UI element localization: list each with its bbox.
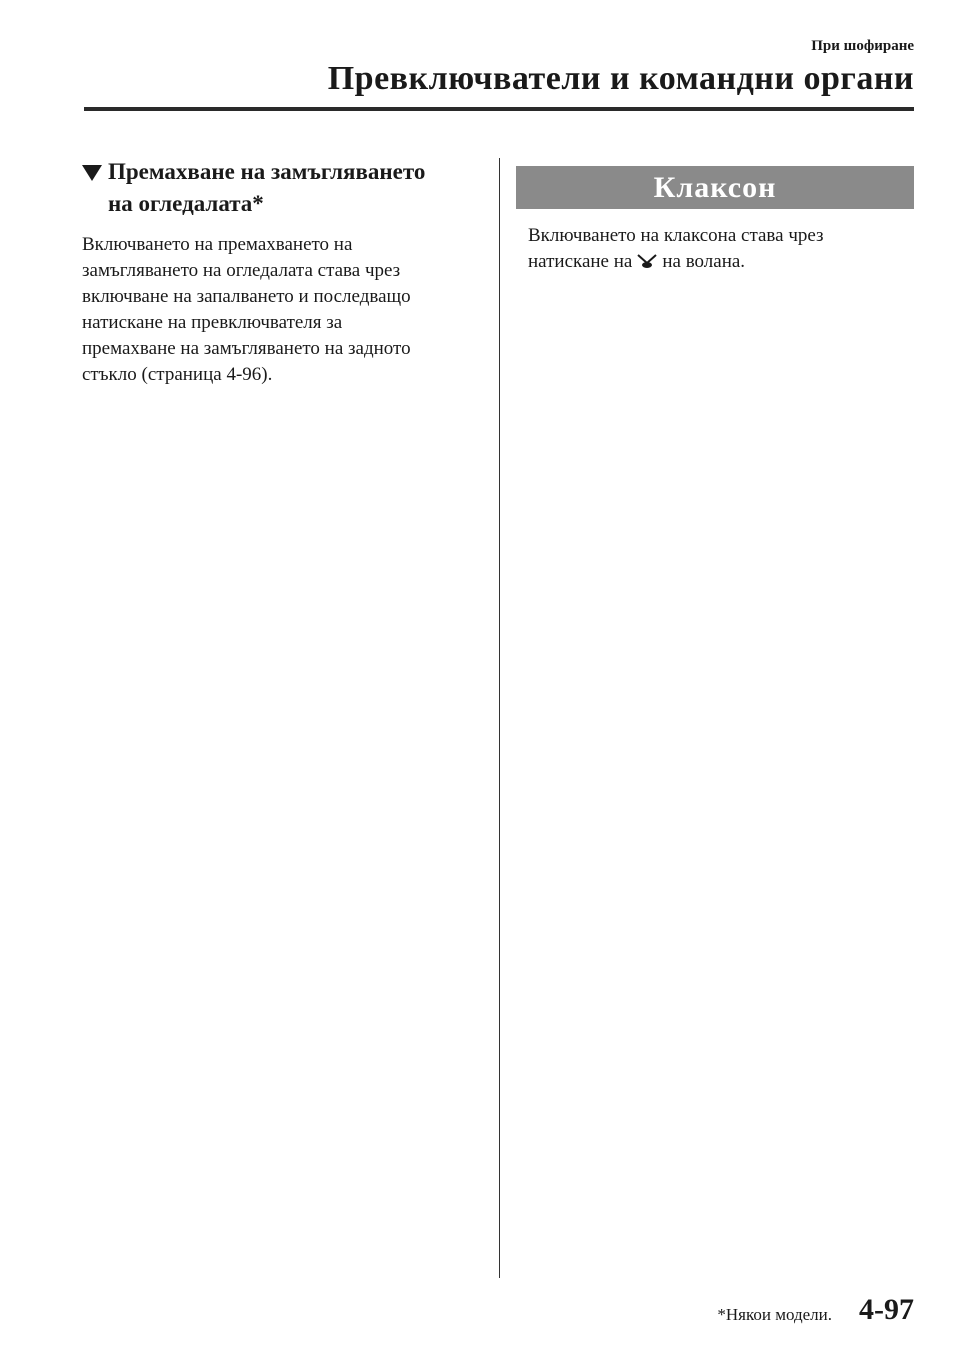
paragraph-line: замъгляването на огледалата става чрез xyxy=(82,260,401,281)
paragraph-text: натискане на xyxy=(528,251,633,272)
subsection-heading-text xyxy=(108,156,425,220)
paragraph-text: на волана. xyxy=(662,251,746,272)
horn-paragraph xyxy=(516,223,914,277)
triangle-down-icon xyxy=(82,165,102,181)
paragraph-line: Включването на премахването на xyxy=(82,234,353,255)
footnote-some-models: *Някои модели. xyxy=(717,1305,832,1324)
section-banner-horn: Клаксон xyxy=(516,166,914,209)
paragraph-line: премахване на замъгляването на задното xyxy=(82,338,411,359)
horn-icon xyxy=(636,251,658,277)
paragraph-line: стъкло (страница 4-96). xyxy=(82,364,273,385)
page-title: Превключватели и командни органи xyxy=(327,60,914,97)
running-header-section: При шофиране xyxy=(811,38,914,54)
paragraph-line: Включването на клаксона става чрез xyxy=(528,225,824,246)
subsection-heading xyxy=(82,156,482,220)
header-divider xyxy=(84,107,914,111)
subsection-heading-line-1: Премахване на замъгляването xyxy=(108,159,426,184)
mirror-defog-paragraph xyxy=(82,232,482,388)
paragraph-line xyxy=(528,249,914,277)
subsection-heading-line-2: на огледалата* xyxy=(108,191,264,216)
paragraph-line: натискане на превключвателя за xyxy=(82,312,343,333)
right-column xyxy=(516,166,914,277)
paragraph-line: включване на запалването и последващо xyxy=(82,286,411,307)
column-divider xyxy=(499,158,500,1278)
left-column xyxy=(82,156,482,388)
page-number: 4-97 xyxy=(859,1293,914,1326)
